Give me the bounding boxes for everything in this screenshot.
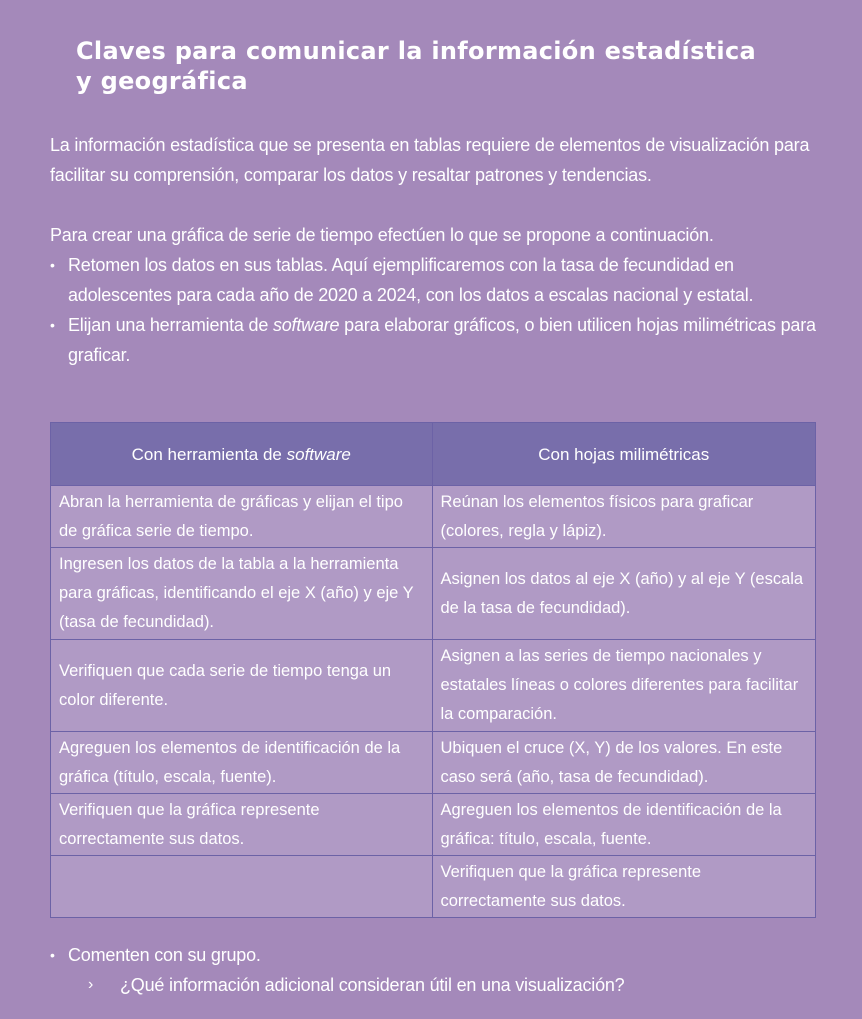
list-item — [50, 940, 830, 970]
bullet-icon: • — [50, 947, 55, 963]
header-text: Con herramienta de — [131, 444, 287, 464]
intro-paragraph: La información estadística que se presenta en tablas requiere de elementos de visualización para facilitar su comprensión, comparar los datos y resaltar patrones y tendencias. — [50, 135, 810, 185]
list-item-text-after: para elaborar gráficos, o bien utilicen hojas milimétricas para graficar. — [68, 315, 816, 365]
table-row — [51, 486, 816, 548]
page-title: Claves para comunicar la información estadística y geográfica — [76, 37, 756, 95]
closing-bullet-text: Comenten con su grupo. — [68, 945, 261, 965]
bullet-icon: • — [50, 257, 55, 273]
cell-software: Verifiquen que cada serie de tiempo tenga un color diferente. — [51, 640, 433, 732]
steps-section — [50, 220, 840, 370]
list-item — [50, 310, 840, 370]
list-item-text-before: Elijan una herramienta de — [68, 315, 273, 335]
cell-software: Ingresen los datos de la tabla a la herramienta para gráficas, identificando el eje X (año) y eje Y (tasa de fecundidad). — [51, 548, 433, 640]
table-header-row — [51, 423, 816, 486]
cell-milimetricas: Agreguen los elementos de identificación de la gráfica: título, escala, fuente. — [432, 794, 816, 856]
list-item-text: Retomen los datos en sus tablas. Aquí ejemplificaremos con la tasa de fecundidad en adolescentes para cada año de 2020 a 2024, con los datos a escalas nacional y estatal. — [68, 255, 754, 305]
cell-milimetricas: Reúnan los elementos físicos para graficar (colores, regla y lápiz). — [432, 486, 816, 548]
sub-list-item — [50, 970, 830, 1000]
cell-milimetricas: Asignen los datos al eje X (año) y al eje Y (escala de la tasa de fecundidad). — [432, 548, 816, 640]
table-row — [51, 640, 816, 732]
table-row — [51, 548, 816, 640]
table-row — [51, 732, 816, 794]
steps-list — [50, 250, 840, 370]
comparison-table — [50, 422, 816, 918]
closing-question: ¿Qué información adicional consideran útil en una visualización? — [120, 975, 625, 995]
closing-section — [50, 940, 830, 1000]
table-row — [51, 856, 816, 918]
cell-software: Verifiquen que la gráfica represente correctamente sus datos. — [51, 794, 433, 856]
cell-milimetricas: Asignen a las series de tiempo nacionales y estatales líneas o colores diferentes para facilitar la comparación. — [432, 640, 816, 732]
closing-list — [50, 940, 830, 1000]
header-software — [51, 423, 433, 486]
bullet-icon: • — [50, 317, 55, 333]
cell-software: Agreguen los elementos de identificación de la gráfica (título, escala, fuente). — [51, 732, 433, 794]
cell-milimetricas: Ubiquen el cruce (X, Y) de los valores. En este caso será (año, tasa de fecundidad). — [432, 732, 816, 794]
header-milimetricas — [432, 423, 816, 486]
cell-software — [51, 856, 433, 918]
cell-software: Abran la herramienta de gráficas y elijan el tipo de gráfica serie de tiempo. — [51, 486, 433, 548]
steps-lead: Para crear una gráfica de serie de tiempo efectúen lo que se propone a continuación. — [50, 225, 714, 245]
list-item — [50, 250, 840, 310]
table-row — [51, 794, 816, 856]
chevron-right-icon: › — [88, 976, 94, 993]
cell-milimetricas: Verifiquen que la gráfica represente correctamente sus datos. — [432, 856, 816, 918]
list-item-italic: software — [272, 315, 340, 335]
header-italic: software — [286, 444, 351, 464]
header-text: Con hojas milimétricas — [538, 444, 710, 464]
